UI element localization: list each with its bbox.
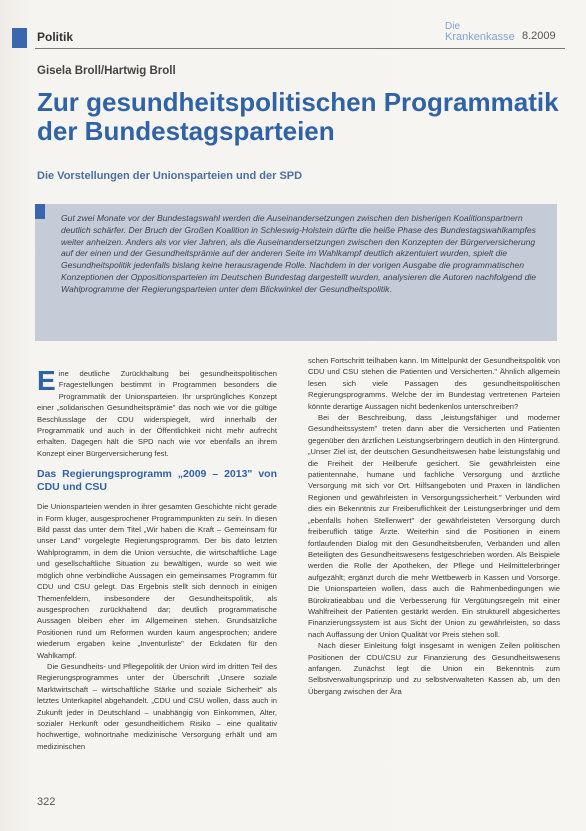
article-authors: Gisela Broll/Hartwig Broll: [37, 65, 176, 77]
right-column: [308, 355, 560, 697]
article-abstract-box: [35, 204, 557, 341]
issue-number: 8.2009: [522, 30, 556, 42]
header-rule: [35, 48, 565, 49]
right-paragraph-2: Bei der Beschreibung, dass „leistungsfähiger und moderner Gesundheitssystem" treten dann aber die Versicherten und Patienten gegenüber den ärztlichen Leistungserbringern deutlich in den Hintergrund. „Unser Ziel ist, der deutschen Gesundheitswesen habe leistungsfähig und die Freiheit der Heilberufe gesichert. Sie gewährleisten eine patientennahe, humane und fachliche Versorgung und ärztliche Versorgung mit sich vor Ort. Hilfsangeboten und Praxen in ländlichen Regionen und gewährleisten in Versorgungssicherheit." Verbunden wird dies ein Bekenntnis zur Freiberuflichkeit der Leistungserbringer und dem „ebenfalls hohen Stellenwert" der gewährleisteten Versorgung durch freiberuflich tätige Ärzte. Weiterhin sind die Positionen in einem fortlaufenden Dialog mit den Gesundheitsberufen, Verbänden und allen Beteiligten des Gesundheitswesens festgeschrieben worden. Als Beispiele werden die Rolle der Apotheken, der Pflege und Heilmittelerbringer aufgezählt; ergänzt durch die mehr Wettbewerb in Kassen und Vorsorge. Die Unionsparteien wollen, dass auch die Rahmenbedingungen wie Bürokratieabbau und die Verbesserung für Vergütungsregeln mit einer Wahlfreiheit der Patienten gestärkt werden. Ein strukturell abgesichertes Finanzierungssystem ist aus Sicht der Union zu gewährleisten, so dass nach Auffassung der Union Qualität vor Preis stehen soll.: [308, 413, 560, 639]
abstract-color-mark: [35, 204, 45, 219]
article-subtitle: Die Vorstellungen der Unionsparteien und der SPD: [37, 170, 303, 182]
section-label: Politik: [37, 30, 74, 44]
section-color-mark: [12, 28, 27, 48]
article-title: Zur gesundheitspolitischen Programmatik der Bundestagsparteien: [37, 87, 559, 146]
right-paragraph-3: Nach dieser Einleitung folgt insgesamt in wenigen Zeilen politischen Positionen der CDU/CSU zur Finanzierung des Gesundheitswesens anfangen. Zunächst legt die Union ein Bekenntnis zum Selbstverwaltungsprinzip und zu selbstverwalteten Kassen ab, um den Übergang zwischen der Ära: [308, 641, 560, 696]
journal-logo-prefix: Die: [445, 21, 461, 32]
left-column: [37, 365, 277, 752]
right-paragraph-1: schen Fortschritt teilhaben kann. Im Mittelpunkt der Gesundheitspolitik von CDU und CSU stehen die Patienten und Versicherten." Ähnlich allgemein lesen sich viele Passagen des gesundheitspolitischen Regierungsprogramms. Welche der im Bundestag vertretenen Parteien könnte derartige Aussagen nicht bedenkenlos unterschreiben?: [308, 356, 560, 411]
page-number: 322: [37, 796, 56, 808]
section-heading: Das Regierungsprogramm „2009 – 2013" von CDU und CSU: [37, 468, 277, 493]
left-paragraph-1: ine deutliche Zurückhaltung bei gesundheitspolitischen Fragestellungen bestimmt in Programmen besonders die Programmatik der Unionsparteien. Ihr ursprüngliches Konzept einer „solidarischen Gesundheitsprämie" das noch wie vor die gültige Beschlusslage der CDU widerspiegelt, wird innerhalb der Programmatik und auch in der Öffentlichkeit nicht mehr aufrecht erhalten. Dagegen hält die SPD nach wie vor ebenfalls an ihrem Konzept einer Bürgerversicherung fest.: [37, 369, 277, 458]
article-abstract-text: Gut zwei Monate vor der Bundestagswahl werden die Auseinandersetzungen zwischen den bisherigen Koalitionspartnern deutlich schärfer. Der Bruch der Großen Koalition in Schleswig-Holstein dürfte die heiße Phase des Bundestagswahlkampfes weiter anheizen. Anders als vor vier Jahren, als die Auseinandersetzungen zwischen den Konzepten der Bürgerversicherung auf der einen und der Gesundheitsprämie auf der anderen Seite im Wahlkampf deutlich akzentuiert wurden, spielt die Gesundheitspolitik jedenfalls bislang keine herausragende Rolle. Nachdem in der vorigen Ausgabe die programmatischen Konzeptionen der Oppositionsparteien im Deutschen Bundestag dargestellt wurden, analysieren die Autoren nachfolgend die Wahlprogramme der Regierungsparteien unter dem Blickwinkel der Gesundheitspolitik.: [61, 213, 537, 294]
journal-logo: [445, 22, 515, 42]
drop-cap: E: [37, 365, 56, 396]
journal-logo-name: Krankenkasse: [445, 31, 515, 43]
left-paragraph-3: Die Gesundheits- und Pflegepolitik der Union wird im dritten Teil des Regierungsprogrammes unter der Überschrift „Unsere soziale Marktwirtschaft – wirtschaftliche Stärke und soziale Sicherheit" als letztes Unterkapitel abgehandelt. „CDU und CSU wollen, dass auch in Zukunft jeder in Deutschland – unabhängig von Einkommen, Alter, sozialer Herkunft oder gesundheitlichem Risiko – eine qualitativ hochwertige, wohnortnahe medizinische Versorgung erhält und am medizinischen: [37, 661, 277, 751]
left-paragraph-2: Die Unionsparteien wenden in ihrer gesamten Geschichte nicht gerade in Form kluger, ausgesprochener Programmpunkten zu sein. In diesen Bild passt das unter dem Titel „Wir haben die Kraft – Gemeinsam für unser Land" vorgelegte Regierungsprogramm. Der bis dato letzten Wahlprogramm, in dem die Union versuchte, die wirtschaftliche Lage und gesellschaftliche Situation zu bewältigen, wurde so weit wie möglich ohne verbindliche Aussagen ein gemeinsames Programm für CDU und CSU gelegt. Das Ergebnis stellt sich dennoch in einigen Themenfeldern, insbesondere der Gesundheitspolitik, als ausgesprochen zurückhaltend dar; deutlich programmatische Aussagen bleiben eher im Allgemeinen stehen. Grundsätzliche Positionen rund um Reformen wurden kaum angesprochen; andere wiederum ergaben keine „Inventurliste" der Eckdaten für den Wahlkampf.: [37, 502, 277, 660]
